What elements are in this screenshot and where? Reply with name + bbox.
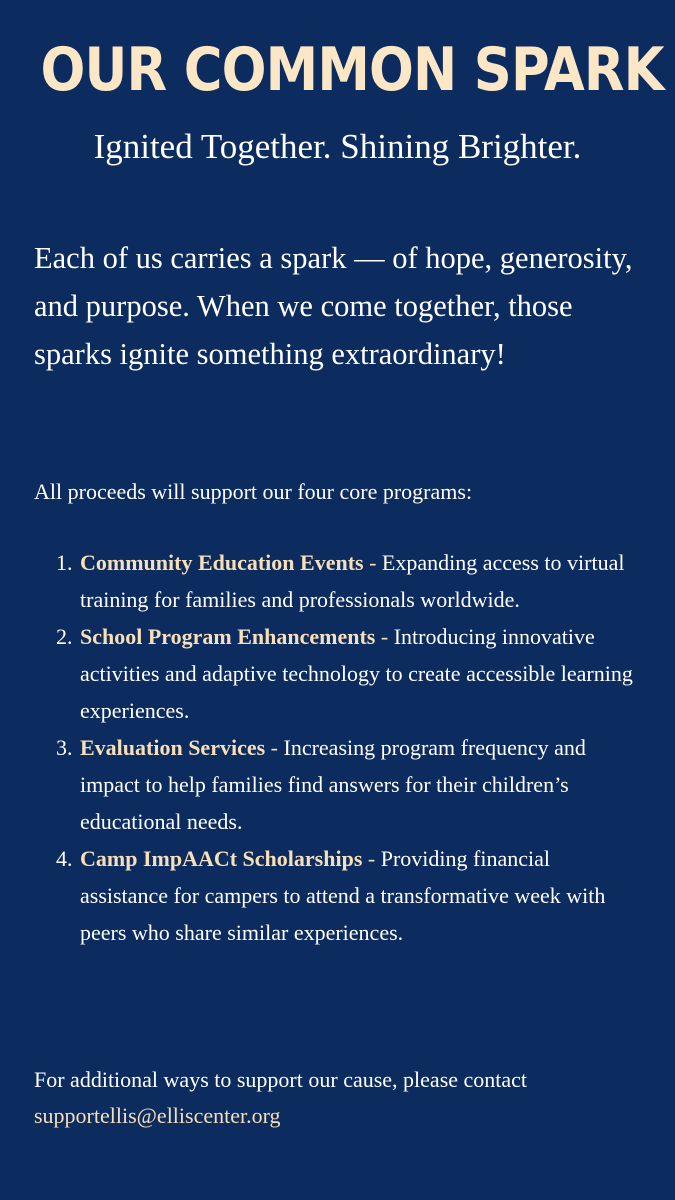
program-number: 1. [56, 550, 73, 575]
program-description: Increasing program frequency and impact to help families find answers for their children’s educational needs. [80, 735, 586, 834]
programs-lead: All proceeds will support our four core programs: [34, 479, 473, 504]
program-description: Expanding access to virtual training for families and professionals worldwide. [80, 550, 625, 612]
program-description: Providing financial assistance for campers to attend a transformative week with peers who share similar experiences. [80, 846, 606, 945]
page-title: OUR COMMON SPARK [40, 35, 664, 105]
program-name: Evaluation Services [80, 735, 266, 760]
programs-list [0, 544, 675, 951]
contact-email-link[interactable]: supportellis@elliscenter.org [34, 1103, 281, 1128]
program-name: School Program Enhancements [80, 624, 376, 649]
contact-footer [34, 1062, 659, 1134]
program-number: 3. [56, 735, 73, 760]
program-separator: - [363, 550, 382, 575]
contact-text: For additional ways to support our cause, please contact [34, 1067, 528, 1092]
program-name: Community Education Events [80, 550, 364, 575]
program-number: 4. [56, 846, 73, 871]
program-item-1 [0, 544, 675, 618]
program-separator: - [375, 624, 394, 649]
program-separator: - [362, 846, 381, 871]
program-number: 2. [56, 624, 73, 649]
program-name: Camp ImpAACt Scholarships [80, 846, 363, 871]
program-item-2 [0, 618, 675, 729]
program-description: Introducing innovative activities and adaptive technology to create accessible learning experiences. [80, 624, 633, 723]
program-item-3 [0, 729, 675, 840]
program-item-4 [0, 840, 675, 951]
program-separator: - [265, 735, 284, 760]
page-subtitle: Ignited Together. Shining Brighter. [93, 127, 582, 166]
intro-paragraph: Each of us carries a spark — of hope, generosity, and purpose. When we come together, those sparks ignite something extraordinary! [34, 241, 633, 371]
